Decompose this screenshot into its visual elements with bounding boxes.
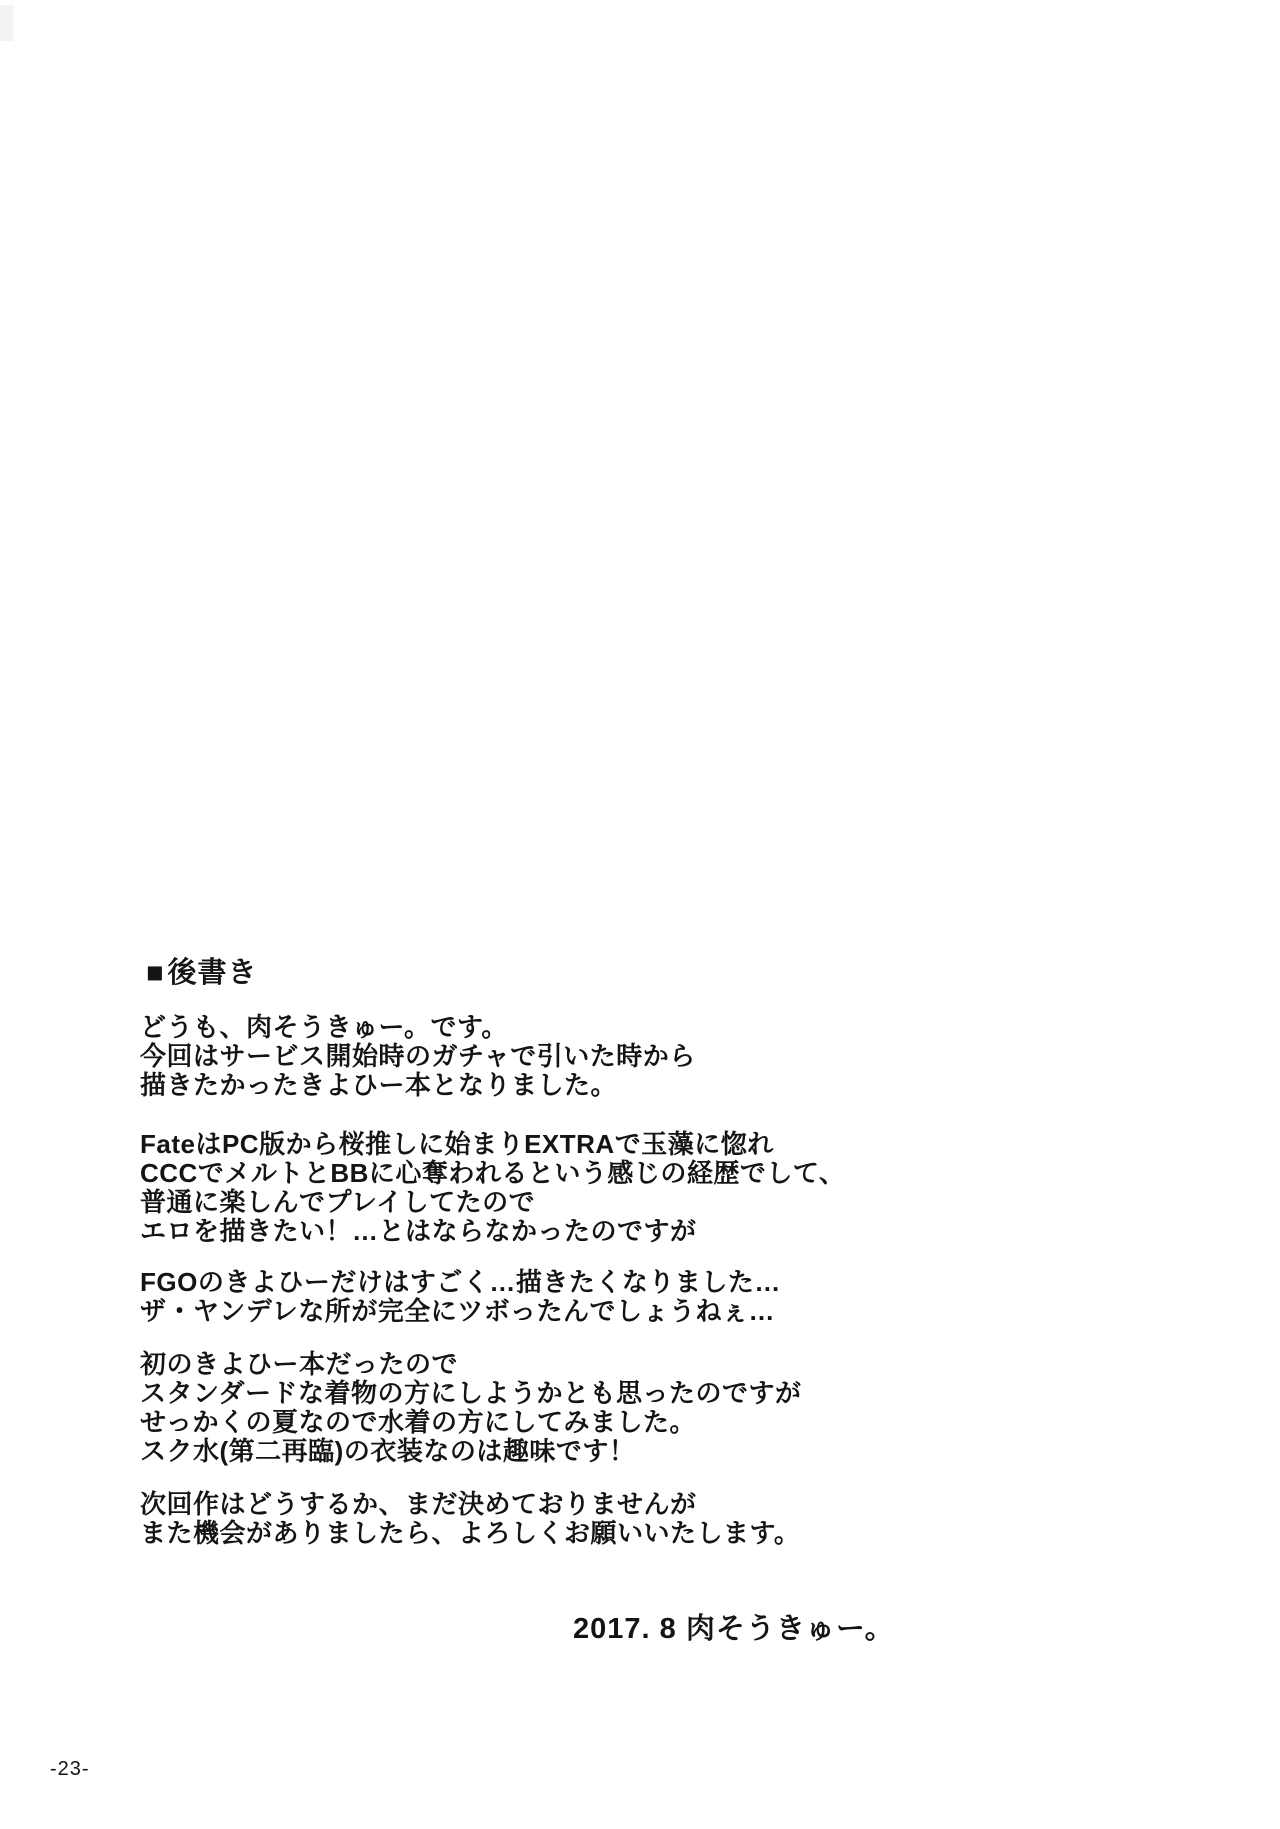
text-line: どうも、肉そうきゅー。です。: [140, 1012, 508, 1042]
page-number: -23-: [50, 1758, 90, 1780]
text-line: FateはPC版から桜推しに始まりEXTRAで玉藻に惚れ: [140, 1129, 774, 1159]
afterword-heading-title: 後書き: [167, 957, 258, 989]
text-line: また機会がありましたら、よろしくお願いいたします。: [140, 1518, 801, 1548]
text-line: スク水(第二再臨)の衣装なのは趣味です！: [140, 1436, 636, 1466]
text-line: スタンダードな着物の方にしようかとも思ったのですが: [140, 1378, 802, 1408]
paragraph-outfit-choice: [140, 1350, 801, 1466]
paragraph-closing: [140, 1490, 800, 1548]
text-line: 今回はサービス開始時のガチャで引いた時から: [140, 1041, 696, 1071]
text-line: FGOのきよひーだけはすごく…描きたくなりました…: [140, 1267, 781, 1297]
text-line: エロを描きたい！…とはならなかったのですが: [140, 1216, 697, 1246]
text-line: 初のきよひー本だったので: [140, 1349, 459, 1379]
black-square-icon: ■: [146, 957, 165, 989]
afterword-heading: [146, 950, 258, 991]
text-line: せっかくの夏なので水着の方にしてみました。: [140, 1407, 696, 1437]
text-line: 次回作はどうするか、まだ決めておりませんが: [140, 1489, 697, 1519]
paragraph-intro: [140, 1013, 696, 1100]
text-line: ザ・ヤンデレな所が完全にツボったんでしょうねぇ…: [140, 1296, 775, 1326]
paragraph-fgo: [140, 1268, 781, 1326]
author-signature: 2017. 8 肉そうきゅー。: [573, 1613, 895, 1645]
text-line: 普通に楽しんでプレイしてたので: [140, 1187, 536, 1217]
scan-artifact: [0, 5, 13, 41]
paragraph-fate-history: [140, 1130, 845, 1246]
text-line: CCCでメルトとBBに心奪われるという感じの経歴でして、: [140, 1158, 846, 1188]
text-line: 描きたかったきよひー本となりました。: [140, 1070, 618, 1100]
